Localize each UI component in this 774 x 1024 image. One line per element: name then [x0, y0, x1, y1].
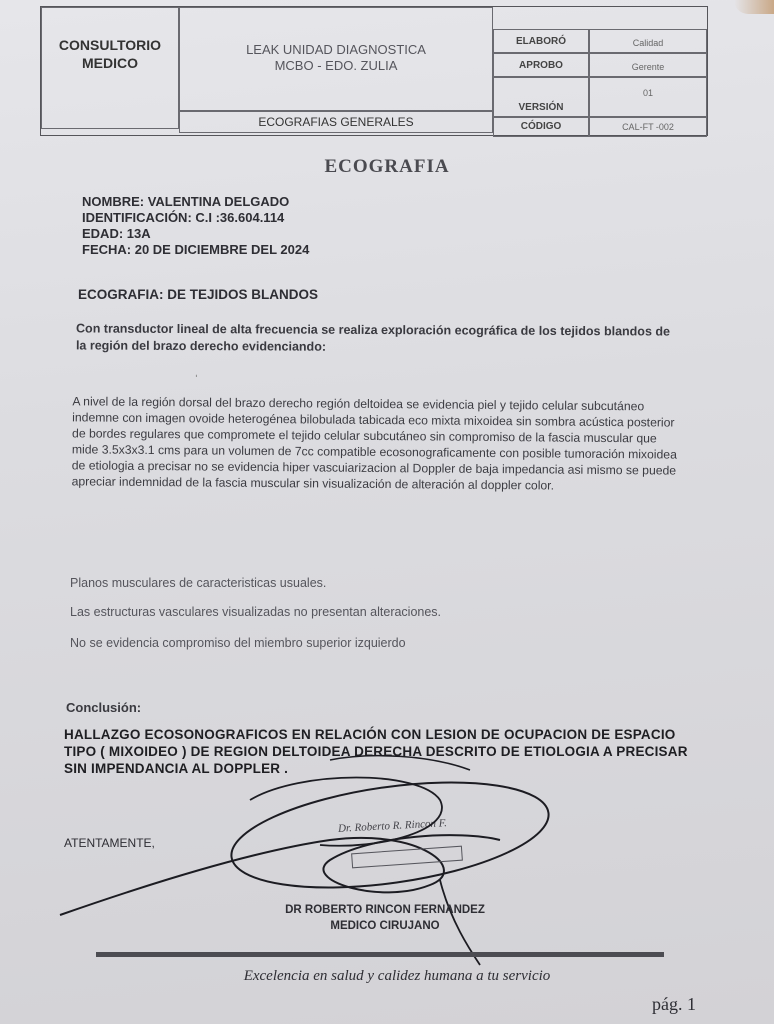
patient-info	[82, 194, 309, 258]
study-type: ECOGRAFIA: DE TEJIDOS BLANDOS	[78, 287, 319, 302]
patient-name: NOMBRE: VALENTINA DELGADO	[82, 194, 290, 209]
footer-divider	[96, 952, 664, 957]
lab-line1: LEAK UNIDAD DIAGNOSTICA	[246, 42, 426, 57]
field-label-version: VERSIÓN	[493, 77, 589, 117]
lab-line2: MCBO - EDO. ZULIA	[274, 58, 398, 73]
field-label-aprobo: APROBO	[493, 53, 589, 77]
document-title: ECOGRAFIA	[324, 156, 450, 177]
signer-name: DR ROBERTO RINCON FERNANDEZ	[285, 904, 485, 916]
field-value-aprobo: Gerente	[589, 53, 707, 77]
clinic-line1: CONSULTORIO	[58, 37, 162, 53]
study-date: FECHA: 20 DE DICIEMBRE DEL 2024	[82, 242, 310, 257]
section-title: ECOGRAFIAS GENERALES	[179, 111, 493, 133]
conclusion-label: Conclusión:	[66, 700, 142, 715]
field-value-version: 01	[589, 77, 707, 117]
signer-title: MEDICO CIRUJANO	[330, 920, 440, 932]
background-object	[734, 0, 774, 14]
lab-name	[179, 7, 493, 111]
finding-lead: A nivel de la región dorsal del brazo derecho región deltoidea se evidencia piel y	[72, 394, 507, 413]
intro-paragraph: Con transductor lineal de alta frecuencia se realiza exploración ecográfica de los tejidos blandos de la región del brazo derecho evidenciando:	[75, 321, 671, 354]
clinic-line2: MEDICO	[82, 55, 138, 71]
paragraph-vessels: Las estructuras vasculares visualizadas no presentan alteraciones.	[70, 605, 442, 619]
field-label-codigo: CÓDIGO	[493, 117, 589, 137]
tick-mark: ˈ	[194, 372, 199, 388]
closing-salutation: ATENTAMENTE,	[64, 836, 155, 850]
field-value-elaboro: Calidad	[589, 29, 707, 53]
footer-slogan: Excelencia en salud y calidez humana a tu servicio	[243, 968, 551, 984]
header-table	[40, 6, 708, 136]
page-number: pág. 1	[652, 994, 696, 1014]
signer-block	[240, 902, 530, 934]
signature-stamp-text: Dr. Roberto R. Rincon F.	[337, 817, 448, 835]
patient-age: EDAD: 13A	[82, 226, 151, 241]
conclusion-text: HALLAZGO ECOSONOGRAFICOS EN RELACIÓN CON LESION DE OCUPACION DE ESPACIO TIPO ( MIXOIDEO ) DE REGION DELTOIDEA DERECHA DESCRITO DE ETIOLOGIA A PRECISAR SIN IMPENDANCIA AL DOPPLER .	[64, 727, 688, 776]
clinic-name	[41, 7, 179, 129]
finding-paragraph	[72, 393, 685, 494]
patient-id: IDENTIFICACIÓN: C.I :36.604.114	[82, 210, 285, 225]
paragraph-muscles: Planos musculares de caracteristicas usuales.	[70, 576, 327, 590]
paragraph-left-limb: No se evidencia compromiso del miembro superior izquierdo	[70, 636, 406, 650]
field-label-elaboro: ELABORÓ	[493, 29, 589, 53]
finding-body: tejido celular subcutáneo indemne con imagen ovoide heterogénea bilobulada tabicada eco mixta mixoidea sin sombra acústica posterior de bordes regulares que compromete el tejido celular subcutáneo sin compromiso de la fascia muscular que mide 3.5x3x3.1 cms para un volumen de 7cc compatible ecosonograficamente con posible tumoración mixoidea de etiologia a precisar no se evidencia hiper vascuiarizacion al Doppler de baja impedancia asi mismo se puede apreciar indemnidad de la fascia muscular sin visualización de alteración al doppler color.	[71, 398, 677, 493]
field-value-codigo: CAL-FT -002	[589, 117, 707, 137]
